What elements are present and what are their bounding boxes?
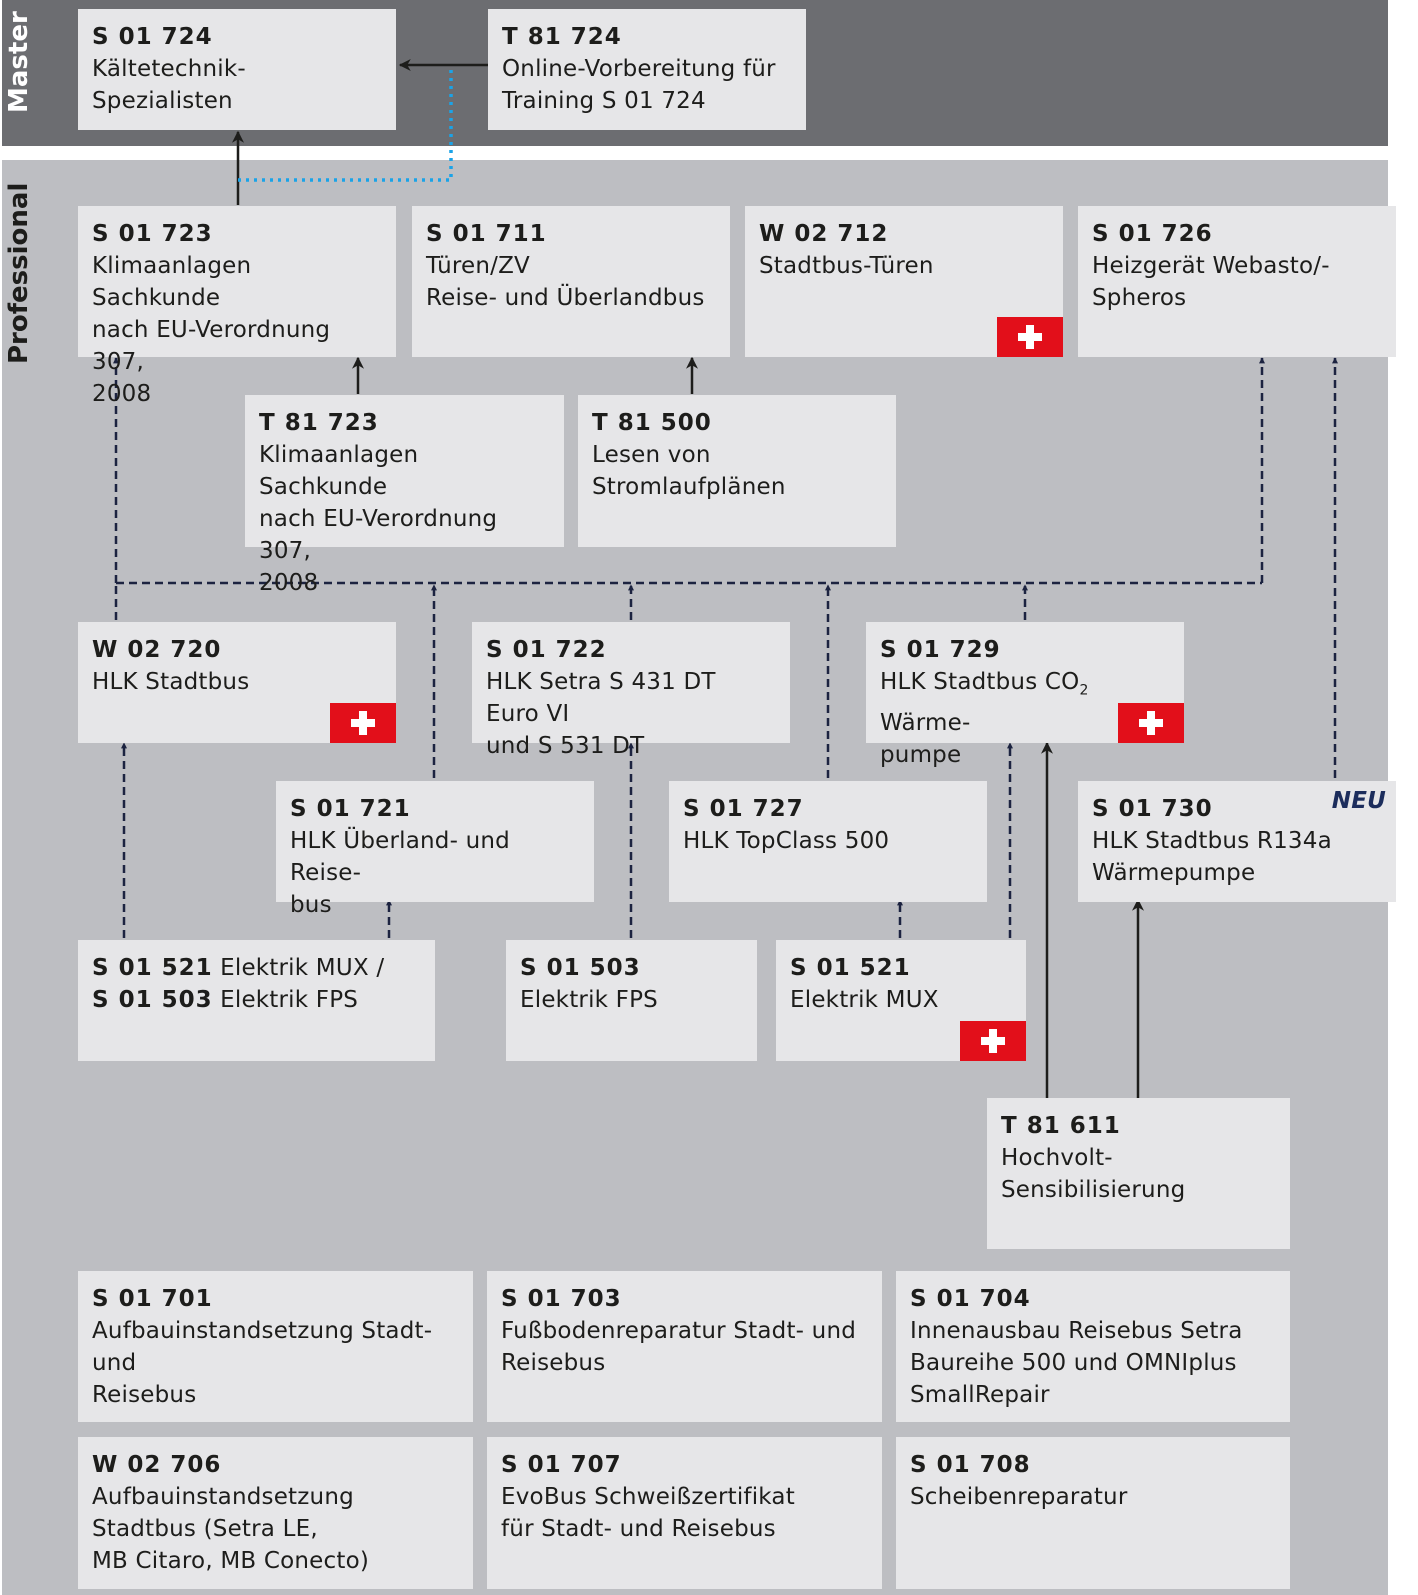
course-box-s01726 [1078,206,1396,357]
course-code: S 01 704 [910,1286,1031,1312]
course-box-s01724 [78,9,396,130]
swiss-flag-icon [1118,703,1184,743]
course-box-t81611 [987,1098,1290,1249]
course-title: Elektrik MUX [790,987,939,1013]
course-box-t81500 [578,395,896,547]
course-code: T 81 611 [1001,1113,1121,1139]
course-box-w02706 [78,1437,473,1589]
course-title: EvoBus Schweißzertifikat für Stadt- und Reisebus [501,1484,795,1542]
course-box-w02720 [78,622,396,743]
course-box-t81724 [488,9,806,130]
course-box-s01521-s01503 [78,940,435,1061]
course-title: HLK Stadtbus R134a Wärmepumpe [1092,828,1332,886]
course-code: S 01 503 [520,955,641,981]
course-title: Aufbauinstandsetzung Stadt- und Reisebus [92,1318,433,1408]
course-code: W 02 706 [92,1452,222,1478]
course-box-s01521 [776,940,1026,1061]
course-code: S 01 708 [910,1452,1031,1478]
course-box-s01730 [1078,781,1396,902]
course-title: Heizgerät Webasto/- Spheros [1092,253,1330,311]
course-code: T 81 723 [259,410,379,436]
course-code: S 01 723 [92,221,213,247]
course-box-s01723 [78,206,396,407]
course-box-s01729 [866,622,1184,768]
course-code: S 01 730 [1092,796,1213,822]
course-title: Klimaanlagen Sachkunde nach EU-Verordnung 307, 2008 [92,253,331,407]
course-title: Lesen von Stromlaufplänen [592,442,786,500]
course-title: Klimaanlagen Sachkunde nach EU-Verordnung 307, 2008 [259,442,498,596]
course-title: Innenausbau Reisebus Setra Baureihe 500 und OMNIplus SmallRepair [910,1318,1243,1408]
course-code: T 81 724 [502,24,622,50]
swiss-flag-icon [960,1021,1026,1061]
course-code: W 02 720 [92,637,222,663]
professional-level-label: Professional [4,182,34,364]
course-title: HLK TopClass 500 [683,828,890,854]
course-box-s01727 [669,781,987,902]
course-code: S 01 703 [501,1286,622,1312]
course-title: HLK Setra S 431 DT Euro VI und S 531 DT [486,669,716,759]
course-code: S 01 707 [501,1452,622,1478]
course-code: T 81 500 [592,410,712,436]
course-box-s01711 [412,206,730,357]
course-code: S 01 701 [92,1286,213,1312]
course-box-s01707 [487,1437,882,1589]
course-title: HLK Überland- und Reise- bus [290,828,510,918]
course-box-s01721 [276,781,594,918]
course-box-t81723 [245,395,564,596]
course-code: S 01 722 [486,637,607,663]
course-box-w02712 [745,206,1063,357]
course-title: Online-Vorbereitung für Training S 01 724 [502,56,776,114]
course-box-s01722 [472,622,790,759]
swiss-flag-icon [330,703,396,743]
course-box-s01708 [896,1437,1290,1589]
course-title: Aufbauinstandsetzung Stadtbus (Setra LE, MB Citaro, MB Conecto) [92,1484,370,1574]
course-box-s01703 [487,1271,882,1422]
course-title: Hochvolt-Sensibilisierung [1001,1145,1186,1203]
course-title: S 01 503 Elektrik FPS [92,987,359,1013]
course-code: S 01 726 [1092,221,1213,247]
course-code: S 01 724 [92,24,213,50]
course-title: S 01 521 Elektrik MUX / [92,955,385,981]
course-title: Scheibenreparatur [910,1484,1128,1510]
course-code: S 01 727 [683,796,804,822]
course-title: Fußbodenreparatur Stadt- und Reisebus [501,1318,857,1376]
course-box-s01704 [896,1271,1290,1422]
new-badge: NEU [1331,788,1386,814]
course-code: W 02 712 [759,221,889,247]
course-box-s01503 [506,940,757,1061]
course-title: HLK Stadtbus [92,669,250,695]
master-level-label: Master [4,11,34,113]
course-code: S 01 729 [880,637,1001,663]
course-title: Elektrik FPS [520,987,658,1013]
course-code: S 01 711 [426,221,547,247]
course-title: Türen/ZV Reise- und Überlandbus [426,253,705,311]
course-title: HLK Stadtbus $CO_2$ Wärme- pumpe [880,669,1089,768]
swiss-flag-icon [997,317,1063,357]
course-code: S 01 521 [790,955,911,981]
course-box-s01701 [78,1271,473,1422]
course-code: S 01 721 [290,796,411,822]
course-title: Stadtbus-Türen [759,253,934,279]
course-title: Kältetechnik-Spezialisten [92,56,246,114]
